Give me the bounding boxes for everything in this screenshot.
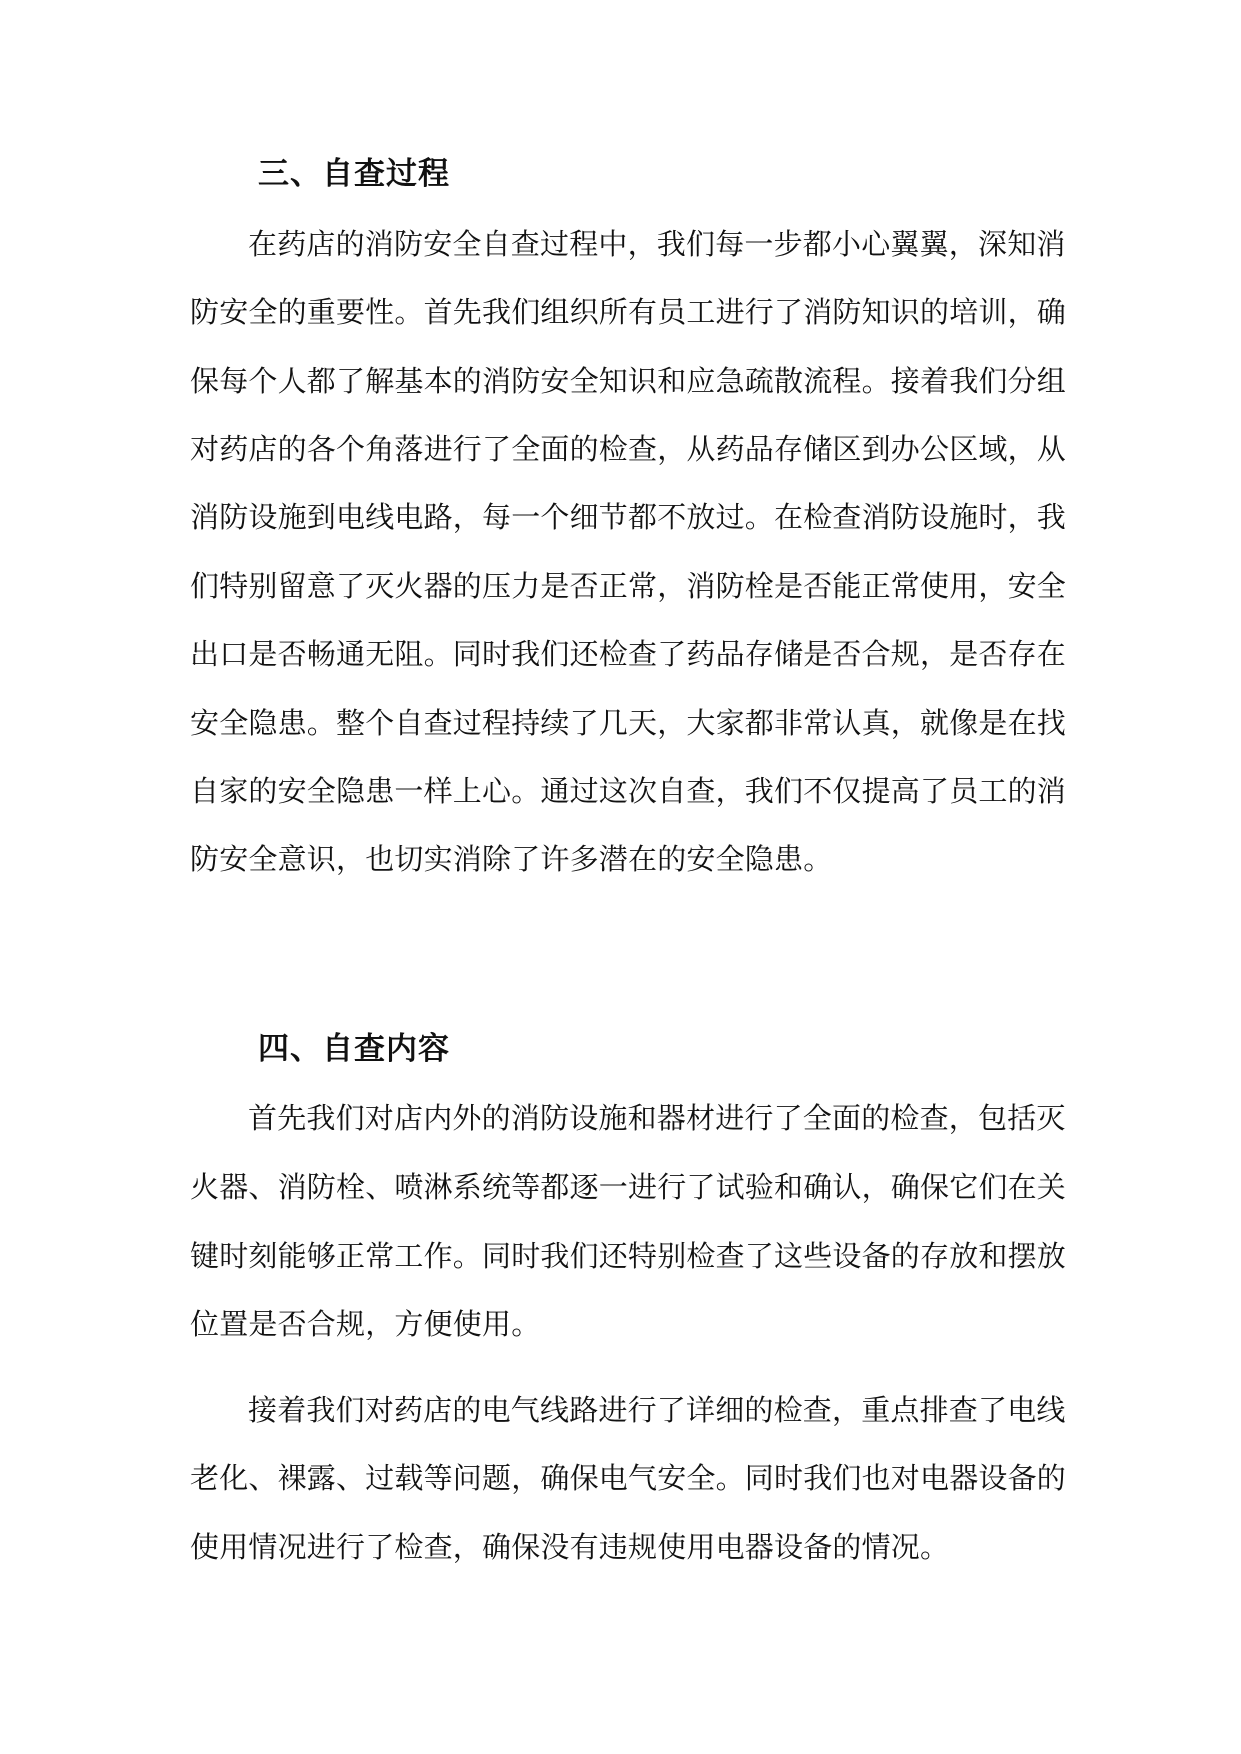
paragraph-line: 安全隐患。整个自查过程持续了几天，大家都非常认真，就像是在找 <box>190 706 1067 740</box>
paragraph-line: 在药店的消防安全自查过程中，我们每一步都小心翼翼，深知消 <box>248 227 1066 261</box>
section-heading-self-inspection-content: 四、自查内容 <box>258 1031 450 1067</box>
paragraph-line: 对药店的各个角落进行了全面的检查，从药品存储区到办公区域，从 <box>190 432 1067 466</box>
section-heading-self-inspection-process: 三、自查过程 <box>258 156 450 192</box>
paragraph-line: 键时刻能够正常工作。同时我们还特别检查了这些设备的存放和摆放 <box>190 1239 1067 1273</box>
paragraph-line: 老化、裸露、过载等问题，确保电气安全。同时我们也对电器设备的 <box>190 1461 1067 1495</box>
paragraph-line: 们特别留意了灭火器的压力是否正常，消防栓是否能正常使用，安全 <box>190 569 1067 603</box>
paragraph-line: 使用情况进行了检查，确保没有违规使用电器设备的情况。 <box>190 1530 950 1564</box>
paragraph-line: 防安全意识，也切实消除了许多潜在的安全隐患。 <box>190 842 833 876</box>
paragraph-line: 消防设施到电线电路，每一个细节都不放过。在检查消防设施时，我 <box>190 500 1067 534</box>
paragraph-line: 自家的安全隐患一样上心。通过这次自查，我们不仅提高了员工的消 <box>190 774 1067 808</box>
paragraph-line: 出口是否畅通无阻。同时我们还检查了药品存储是否合规，是否存在 <box>190 637 1067 671</box>
paragraph-line: 保每个人都了解基本的消防安全知识和应急疏散流程。接着我们分组 <box>190 364 1067 398</box>
paragraph-line: 接着我们对药店的电气线路进行了详细的检查，重点排查了电线 <box>248 1393 1066 1427</box>
paragraph-line: 位置是否合规，方便使用。 <box>190 1307 541 1341</box>
paragraph-line: 首先我们对店内外的消防设施和器材进行了全面的检查，包括灭 <box>248 1101 1066 1135</box>
paragraph-line: 防安全的重要性。首先我们组织所有员工进行了消防知识的培训，确 <box>190 295 1067 329</box>
paragraph-line: 火器、消防栓、喷淋系统等都逐一进行了试验和确认，确保它们在关 <box>190 1170 1067 1204</box>
